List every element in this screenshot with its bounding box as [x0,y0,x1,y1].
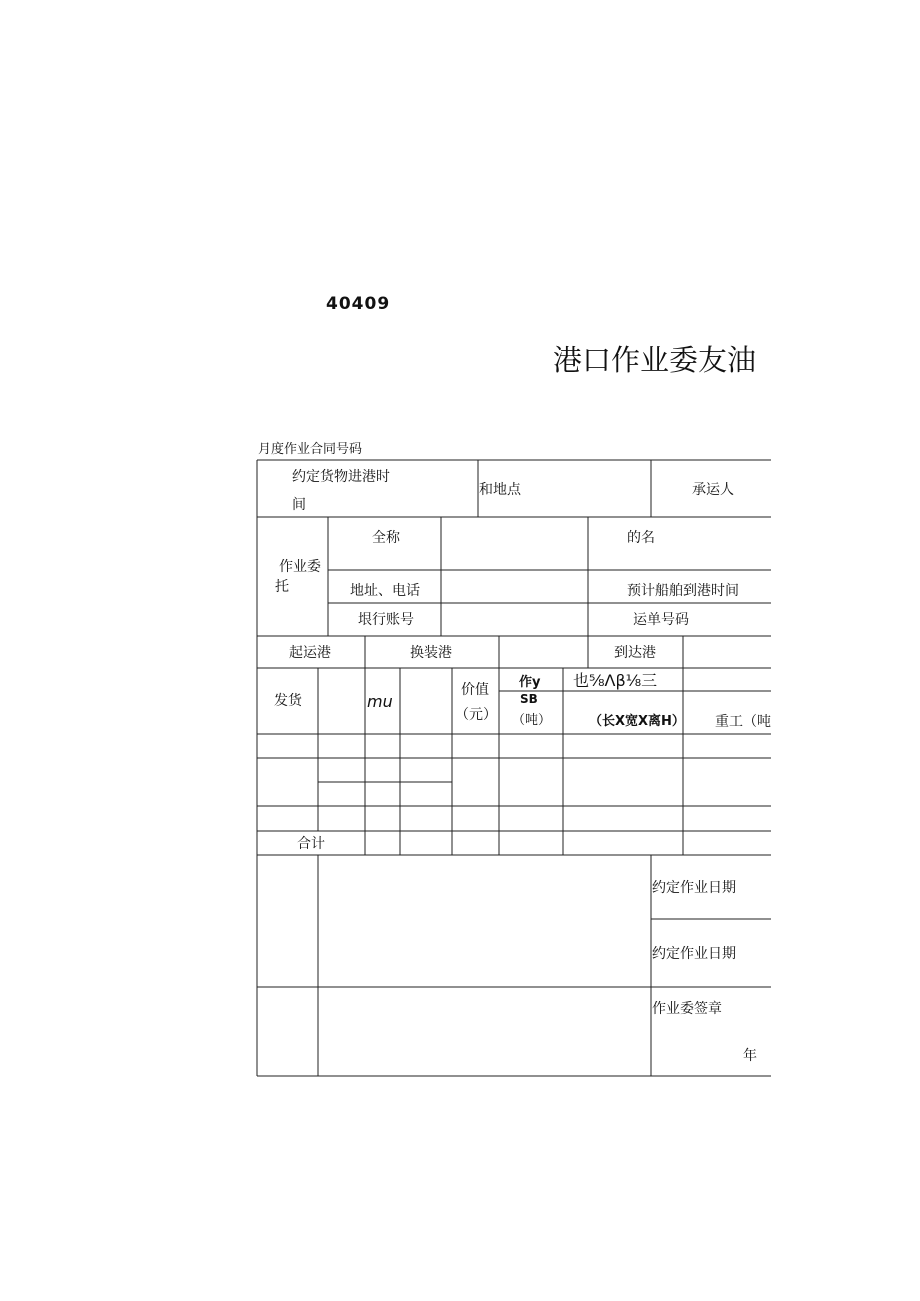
transfer-port-label: 换装港 [410,645,452,661]
address-phone-label: 地址、电话 [350,583,420,599]
mu-label: mu [367,692,393,711]
year-label: 年 [743,1048,757,1064]
agreed-date-label: 约定作业日期 [652,880,736,896]
document-title: 港口作业委友油 [553,343,757,377]
weight-label: 作y [519,675,541,690]
agreed-date-label-2: 约定作业日期 [652,946,736,962]
bank-account-label: 垠行账号 [358,612,414,628]
dimension-unit-label: （长X宽X离H） [589,714,685,729]
weight-unit-label: （吨） [512,713,552,728]
contract-number-label: 月度作业合同号码 [258,442,363,457]
carrier-label: 承运人 [692,482,734,498]
heavy-weight-label: 重工（吨 [715,714,771,730]
shipper-label: 发货 [274,693,302,709]
agreed-time-label-cont: 间 [292,497,306,513]
document-code: 40409 [326,294,391,314]
client-label: 作业委 [279,559,321,575]
client-label-cont: 托 [275,579,289,595]
ship-name-label: 的名 [627,530,655,546]
full-name-label: 全称 [372,530,400,546]
client-seal-label: 作业委签章 [652,1001,722,1017]
value-label: 价值 [461,682,489,698]
value-unit-label: （元） [455,707,497,723]
eta-label: 预计船舶到港时间 [627,583,739,599]
place-label: 和地点 [479,482,521,498]
origin-port-label: 起运港 [289,645,331,661]
destination-port-label: 到达港 [614,645,656,661]
dimension-label: 也⅝Λβ⅛三 [573,671,658,690]
waybill-number-label: 运单号码 [633,612,689,628]
agreed-time-label: 约定货物进港时 [292,469,390,485]
total-label: 合计 [297,836,325,852]
weight-label-cont: SB [520,692,538,706]
